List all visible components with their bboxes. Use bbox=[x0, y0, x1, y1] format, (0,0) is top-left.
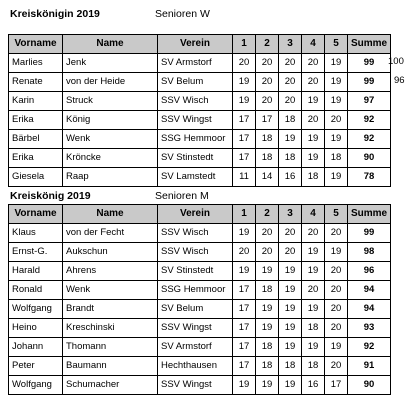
cell-last-name: Raap bbox=[63, 168, 158, 187]
cell-total: 78 bbox=[348, 168, 391, 187]
column-header-round-1: 1 bbox=[233, 205, 256, 224]
side-note-value: 100 bbox=[388, 56, 404, 67]
table-row bbox=[9, 281, 391, 300]
cell-total: 98 bbox=[348, 243, 391, 262]
cell-round-2: 20 bbox=[256, 243, 279, 262]
men-section bbox=[0, 188, 408, 390]
cell-round-2: 20 bbox=[256, 54, 279, 73]
women-section bbox=[0, 6, 408, 182]
column-header-round-4: 4 bbox=[302, 35, 325, 54]
cell-club: SSG Hemmoor bbox=[158, 281, 233, 300]
cell-round-3: 19 bbox=[279, 300, 302, 319]
cell-round-5: 20 bbox=[325, 281, 348, 300]
cell-club: SV Belum bbox=[158, 300, 233, 319]
column-header-round-3: 3 bbox=[279, 205, 302, 224]
cell-round-3: 19 bbox=[279, 338, 302, 357]
cell-first-name: Peter bbox=[9, 357, 63, 376]
cell-round-5: 20 bbox=[325, 224, 348, 243]
table-row bbox=[9, 149, 391, 168]
table-row bbox=[9, 243, 391, 262]
column-header-first-name: Vorname bbox=[9, 35, 63, 54]
cell-total: 97 bbox=[348, 92, 391, 111]
table-row bbox=[9, 92, 391, 111]
table-row bbox=[9, 168, 391, 187]
cell-round-3: 18 bbox=[279, 111, 302, 130]
column-header-round-2: 2 bbox=[256, 35, 279, 54]
cell-round-3: 20 bbox=[279, 224, 302, 243]
cell-round-1: 19 bbox=[233, 376, 256, 395]
cell-total: 91 bbox=[348, 357, 391, 376]
men-category: Senioren M bbox=[155, 190, 209, 202]
cell-round-4: 19 bbox=[302, 243, 325, 262]
cell-round-2: 18 bbox=[256, 338, 279, 357]
cell-round-5: 19 bbox=[325, 130, 348, 149]
cell-total: 99 bbox=[348, 224, 391, 243]
cell-round-1: 17 bbox=[233, 149, 256, 168]
cell-round-4: 18 bbox=[302, 357, 325, 376]
cell-round-4: 19 bbox=[302, 262, 325, 281]
cell-first-name: Heino bbox=[9, 319, 63, 338]
cell-round-5: 19 bbox=[325, 243, 348, 262]
cell-round-1: 17 bbox=[233, 281, 256, 300]
cell-round-1: 20 bbox=[233, 243, 256, 262]
cell-last-name: Kröncke bbox=[63, 149, 158, 168]
cell-total: 90 bbox=[348, 376, 391, 395]
table-row bbox=[9, 357, 391, 376]
cell-round-1: 20 bbox=[233, 54, 256, 73]
cell-round-1: 17 bbox=[233, 357, 256, 376]
cell-round-3: 19 bbox=[279, 281, 302, 300]
table-row bbox=[9, 262, 391, 281]
cell-total: 92 bbox=[348, 338, 391, 357]
cell-round-3: 18 bbox=[279, 357, 302, 376]
cell-round-3: 19 bbox=[279, 319, 302, 338]
cell-round-2: 18 bbox=[256, 149, 279, 168]
cell-club: SV Armstorf bbox=[158, 338, 233, 357]
cell-last-name: Wenk bbox=[63, 130, 158, 149]
men-results-table bbox=[8, 204, 391, 395]
cell-round-4: 20 bbox=[302, 224, 325, 243]
side-note-value: 96 bbox=[394, 75, 405, 86]
cell-club: SV Armstorf bbox=[158, 54, 233, 73]
cell-round-3: 20 bbox=[279, 54, 302, 73]
cell-club: SV Lamstedt bbox=[158, 168, 233, 187]
cell-round-1: 19 bbox=[233, 73, 256, 92]
cell-last-name: Brandt bbox=[63, 300, 158, 319]
cell-first-name: Johann bbox=[9, 338, 63, 357]
column-header-first-name: Vorname bbox=[9, 205, 63, 224]
cell-round-2: 19 bbox=[256, 262, 279, 281]
cell-round-2: 20 bbox=[256, 73, 279, 92]
cell-round-2: 19 bbox=[256, 300, 279, 319]
cell-round-1: 17 bbox=[233, 338, 256, 357]
cell-first-name: Erika bbox=[9, 111, 63, 130]
cell-round-1: 17 bbox=[233, 319, 256, 338]
cell-first-name: Ernst-G. bbox=[9, 243, 63, 262]
cell-first-name: Klaus bbox=[9, 224, 63, 243]
cell-round-3: 20 bbox=[279, 73, 302, 92]
column-header-last-name: Name bbox=[63, 205, 158, 224]
cell-round-4: 19 bbox=[302, 300, 325, 319]
column-header-last-name: Name bbox=[63, 35, 158, 54]
cell-round-5: 20 bbox=[325, 111, 348, 130]
cell-round-5: 17 bbox=[325, 376, 348, 395]
cell-round-1: 17 bbox=[233, 130, 256, 149]
cell-total: 92 bbox=[348, 130, 391, 149]
cell-round-2: 17 bbox=[256, 111, 279, 130]
cell-last-name: von der Heide bbox=[63, 73, 158, 92]
cell-last-name: Struck bbox=[63, 92, 158, 111]
table-row bbox=[9, 73, 391, 92]
cell-round-3: 19 bbox=[279, 130, 302, 149]
cell-round-2: 18 bbox=[256, 357, 279, 376]
cell-club: SSV Wisch bbox=[158, 92, 233, 111]
cell-round-2: 18 bbox=[256, 281, 279, 300]
cell-round-2: 20 bbox=[256, 224, 279, 243]
cell-round-2: 19 bbox=[256, 319, 279, 338]
women-category: Senioren W bbox=[155, 8, 210, 20]
table-row bbox=[9, 224, 391, 243]
cell-total: 94 bbox=[348, 300, 391, 319]
cell-round-4: 20 bbox=[302, 54, 325, 73]
cell-round-4: 19 bbox=[302, 149, 325, 168]
cell-total: 93 bbox=[348, 319, 391, 338]
cell-round-5: 18 bbox=[325, 149, 348, 168]
men-title: Kreiskönig 2019 bbox=[10, 190, 91, 202]
cell-round-4: 20 bbox=[302, 281, 325, 300]
column-header-club: Verein bbox=[158, 35, 233, 54]
header-row bbox=[9, 205, 391, 224]
cell-first-name: Harald bbox=[9, 262, 63, 281]
cell-round-5: 20 bbox=[325, 300, 348, 319]
cell-last-name: König bbox=[63, 111, 158, 130]
cell-last-name: von der Fecht bbox=[63, 224, 158, 243]
cell-round-5: 19 bbox=[325, 92, 348, 111]
cell-last-name: Jenk bbox=[63, 54, 158, 73]
cell-round-2: 20 bbox=[256, 92, 279, 111]
cell-total: 90 bbox=[348, 149, 391, 168]
column-header-total: Summe bbox=[348, 35, 391, 54]
cell-round-3: 20 bbox=[279, 243, 302, 262]
table-row bbox=[9, 300, 391, 319]
cell-last-name: Schumacher bbox=[63, 376, 158, 395]
cell-total: 99 bbox=[348, 54, 391, 73]
cell-last-name: Aukschun bbox=[63, 243, 158, 262]
cell-club: SSV Wingst bbox=[158, 376, 233, 395]
cell-club: SSG Hemmoor bbox=[158, 130, 233, 149]
cell-club: SV Stinstedt bbox=[158, 262, 233, 281]
cell-first-name: Renate bbox=[9, 73, 63, 92]
column-header-round-1: 1 bbox=[233, 35, 256, 54]
cell-first-name: Karin bbox=[9, 92, 63, 111]
cell-club: SSV Wisch bbox=[158, 224, 233, 243]
cell-round-4: 18 bbox=[302, 319, 325, 338]
table-row bbox=[9, 54, 391, 73]
cell-club: SV Belum bbox=[158, 73, 233, 92]
cell-round-1: 17 bbox=[233, 111, 256, 130]
table-row bbox=[9, 319, 391, 338]
cell-total: 92 bbox=[348, 111, 391, 130]
cell-first-name: Ronald bbox=[9, 281, 63, 300]
cell-club: SSV Wingst bbox=[158, 111, 233, 130]
cell-first-name: Giesela bbox=[9, 168, 63, 187]
cell-last-name: Kreschinski bbox=[63, 319, 158, 338]
cell-round-4: 20 bbox=[302, 73, 325, 92]
cell-round-1: 19 bbox=[233, 224, 256, 243]
cell-round-5: 19 bbox=[325, 54, 348, 73]
cell-first-name: Marlies bbox=[9, 54, 63, 73]
table-row bbox=[9, 111, 391, 130]
women-results-table bbox=[8, 34, 391, 187]
cell-last-name: Ahrens bbox=[63, 262, 158, 281]
table-row bbox=[9, 130, 391, 149]
cell-round-1: 11 bbox=[233, 168, 256, 187]
cell-first-name: Bärbel bbox=[9, 130, 63, 149]
cell-round-5: 19 bbox=[325, 73, 348, 92]
header-row bbox=[9, 35, 391, 54]
cell-round-4: 19 bbox=[302, 130, 325, 149]
cell-round-5: 19 bbox=[325, 338, 348, 357]
cell-round-4: 20 bbox=[302, 111, 325, 130]
column-header-round-5: 5 bbox=[325, 205, 348, 224]
column-header-round-3: 3 bbox=[279, 35, 302, 54]
column-header-club: Verein bbox=[158, 205, 233, 224]
cell-round-2: 19 bbox=[256, 376, 279, 395]
cell-round-3: 19 bbox=[279, 262, 302, 281]
cell-first-name: Wolfgang bbox=[9, 376, 63, 395]
table-row bbox=[9, 338, 391, 357]
cell-round-4: 19 bbox=[302, 338, 325, 357]
cell-round-4: 19 bbox=[302, 92, 325, 111]
cell-club: SSV Wisch bbox=[158, 243, 233, 262]
cell-round-3: 18 bbox=[279, 149, 302, 168]
column-header-round-4: 4 bbox=[302, 205, 325, 224]
cell-first-name: Erika bbox=[9, 149, 63, 168]
cell-round-5: 20 bbox=[325, 319, 348, 338]
cell-round-4: 16 bbox=[302, 376, 325, 395]
column-header-round-2: 2 bbox=[256, 205, 279, 224]
cell-round-3: 20 bbox=[279, 92, 302, 111]
cell-club: SSV Wingst bbox=[158, 319, 233, 338]
cell-round-2: 18 bbox=[256, 130, 279, 149]
cell-round-1: 19 bbox=[233, 262, 256, 281]
cell-round-1: 17 bbox=[233, 300, 256, 319]
cell-round-5: 19 bbox=[325, 168, 348, 187]
cell-last-name: Wenk bbox=[63, 281, 158, 300]
cell-round-5: 20 bbox=[325, 262, 348, 281]
cell-last-name: Baumann bbox=[63, 357, 158, 376]
cell-last-name: Thomann bbox=[63, 338, 158, 357]
table-row bbox=[9, 376, 391, 395]
cell-round-1: 19 bbox=[233, 92, 256, 111]
cell-total: 94 bbox=[348, 281, 391, 300]
cell-round-5: 20 bbox=[325, 357, 348, 376]
cell-round-4: 18 bbox=[302, 168, 325, 187]
cell-first-name: Wolfgang bbox=[9, 300, 63, 319]
column-header-round-5: 5 bbox=[325, 35, 348, 54]
women-title: Kreiskönigin 2019 bbox=[10, 8, 100, 20]
cell-total: 96 bbox=[348, 262, 391, 281]
column-header-total: Summe bbox=[348, 205, 391, 224]
cell-club: Hechthausen bbox=[158, 357, 233, 376]
cell-round-3: 16 bbox=[279, 168, 302, 187]
cell-club: SV Stinstedt bbox=[158, 149, 233, 168]
cell-total: 99 bbox=[348, 73, 391, 92]
cell-round-3: 19 bbox=[279, 376, 302, 395]
cell-round-2: 14 bbox=[256, 168, 279, 187]
